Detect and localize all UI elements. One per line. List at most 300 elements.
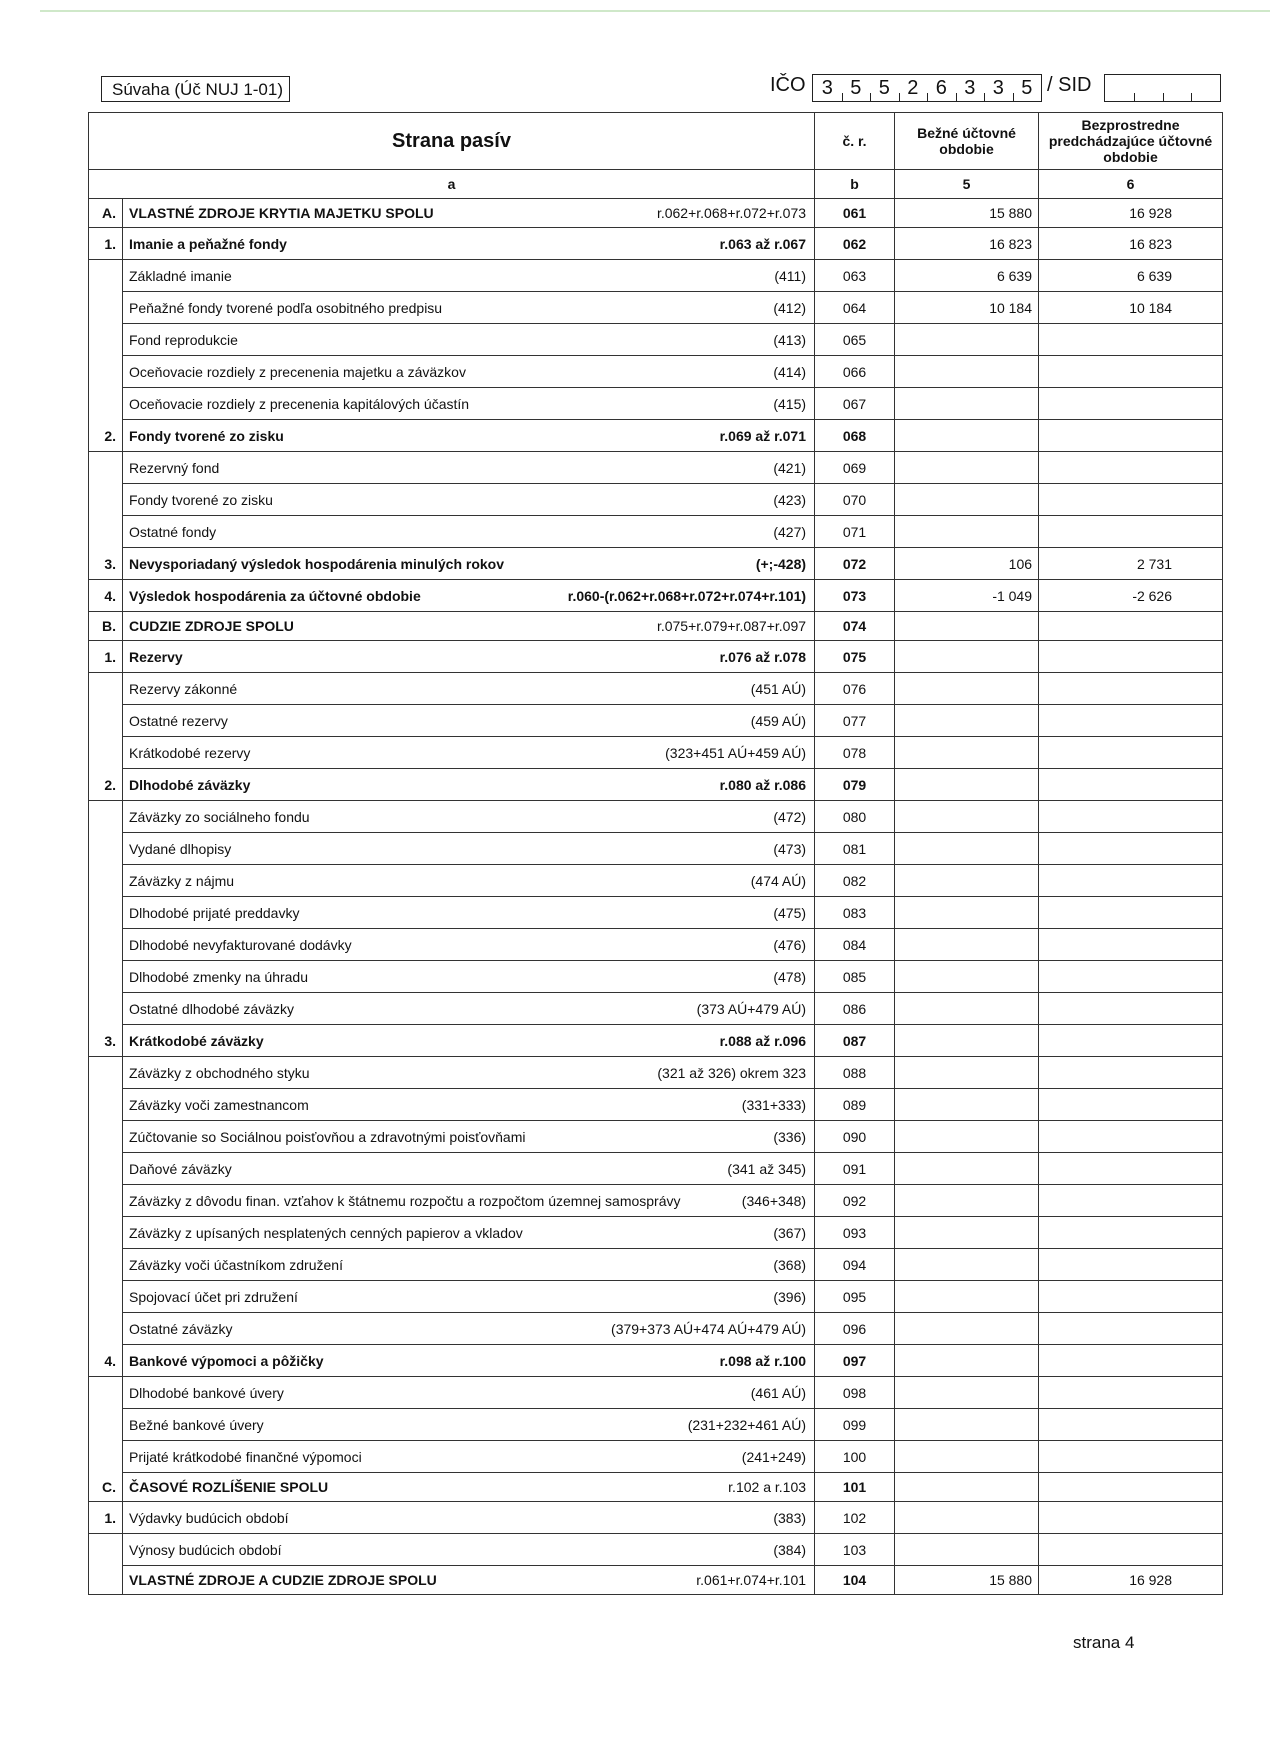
current-period-value: 15 880 [895,1566,1039,1595]
row-number-label [89,1089,123,1121]
previous-period-value [1039,897,1223,929]
previous-period-value: 6 639 [1039,260,1223,292]
row-code: 102 [815,1502,895,1534]
previous-period-value: -2 626 [1039,580,1223,612]
row-description [123,1217,815,1249]
previous-period-value [1039,388,1223,420]
row-label: Zúčtovanie so Sociálnou poisťovňou a zdravotnými poisťovňami [129,1128,526,1145]
row-code: 073 [815,580,895,612]
table-row [89,641,1223,673]
previous-period-value: 2 731 [1039,548,1223,580]
ico-digit: 5 [1013,75,1042,101]
row-label: Ostatné dlhodobé záväzky [129,1000,294,1017]
row-label: Rezervný fond [129,459,220,476]
row-account-ref: r.088 až r.096 [719,1032,807,1049]
row-label: Spojovací účet pri združení [129,1288,298,1305]
previous-period-value [1039,705,1223,737]
row-code: 089 [815,1089,895,1121]
previous-period-value [1039,1185,1223,1217]
current-period-value [895,1217,1039,1249]
col-letter-6: 6 [1039,170,1223,199]
row-label: ČASOVÉ ROZLÍŠENIE SPOLU [129,1479,329,1495]
table-row [89,769,1223,801]
row-description [123,1313,815,1345]
previous-period-value [1039,1057,1223,1089]
row-account-ref: (461 AÚ) [750,1384,807,1401]
row-label: Fondy tvorené zo zisku [129,491,273,508]
table-row [89,420,1223,452]
row-account-ref: (383) [773,1509,807,1526]
table-row [89,865,1223,897]
previous-period-value [1039,833,1223,865]
row-account-ref: (423) [773,491,807,508]
table-row [89,929,1223,961]
ico-digit: 6 [927,75,956,101]
row-code: 070 [815,484,895,516]
row-description [123,228,815,260]
table-row [89,897,1223,929]
previous-period-value [1039,1281,1223,1313]
row-account-ref: (336) [773,1128,807,1145]
table-row [89,1281,1223,1313]
current-period-value [895,897,1039,929]
table-row [89,1313,1223,1345]
row-description [123,769,815,801]
current-period-value: 15 880 [895,199,1039,228]
row-number-label [89,1217,123,1249]
row-code: 081 [815,833,895,865]
row-description [123,929,815,961]
previous-period-value: 16 928 [1039,199,1223,228]
row-code: 085 [815,961,895,993]
row-code: 087 [815,1025,895,1057]
previous-period-value [1039,1121,1223,1153]
row-number-label: 2. [89,420,123,452]
previous-period-value [1039,356,1223,388]
row-label: Krátkodobé záväzky [129,1032,264,1049]
row-account-ref: r.080 až r.086 [719,776,807,793]
table-row [89,1249,1223,1281]
row-code: 062 [815,228,895,260]
table-row [89,737,1223,769]
row-account-ref: (412) [773,299,807,316]
row-label: Krátkodobé rezervy [129,744,251,761]
row-label: Vydané dlhopisy [129,840,232,857]
row-label: Imanie a peňažné fondy [129,235,287,252]
row-account-ref: (411) [774,267,807,284]
current-period-value [895,1121,1039,1153]
previous-period-value [1039,1217,1223,1249]
table-row [89,1441,1223,1473]
row-account-ref: (427) [773,523,807,540]
previous-period-value [1039,452,1223,484]
previous-period-value [1039,641,1223,673]
row-code: 076 [815,673,895,705]
row-description [123,484,815,516]
row-label: Rezervy [129,648,183,665]
row-code: 080 [815,801,895,833]
row-label: Bežné bankové úvery [129,1416,264,1433]
row-account-ref: r.075+r.079+r.087+r.097 [656,618,807,634]
current-period-value: 6 639 [895,260,1039,292]
current-period-value [895,865,1039,897]
ico-digit: 5 [842,75,871,101]
row-number-label [89,484,123,516]
row-label: Záväzky voči zamestnancom [129,1096,309,1113]
row-label: Záväzky voči účastníkom združení [129,1256,343,1273]
row-label: VLASTNÉ ZDROJE A CUDZIE ZDROJE SPOLU [129,1572,437,1588]
row-label: Dlhodobé prijaté preddavky [129,904,300,921]
row-number-label [89,929,123,961]
row-label: Dlhodobé záväzky [129,776,251,793]
row-code: 090 [815,1121,895,1153]
current-period-value [895,1057,1039,1089]
row-account-ref: (476) [773,936,807,953]
table-row [89,1409,1223,1441]
row-number-label [89,1249,123,1281]
row-description [123,612,815,641]
row-number-label [89,993,123,1025]
row-account-ref: (368) [773,1256,807,1273]
current-period-value [895,1313,1039,1345]
row-label: Rezervy zákonné [129,680,238,697]
previous-period-value [1039,1249,1223,1281]
row-label: Fondy tvorené zo zisku [129,427,284,444]
row-description [123,1281,815,1313]
row-label: Dlhodobé nevyfakturované dodávky [129,936,352,953]
previous-period-value [1039,1313,1223,1345]
current-period-value [895,673,1039,705]
table-row [89,1025,1223,1057]
row-description [123,1121,815,1153]
col-letter-a: a [89,170,815,199]
row-code: 082 [815,865,895,897]
row-number-label [89,1377,123,1409]
row-label: Ostatné záväzky [129,1320,233,1337]
row-account-ref: r.062+r.068+r.072+r.073 [656,205,807,221]
row-description [123,452,815,484]
row-account-ref: (474 AÚ) [750,872,807,889]
ico-digit: 2 [899,75,928,101]
current-period-value [895,1502,1039,1534]
col-header-row-number: č. r. [815,113,895,170]
row-account-ref: r.060-(r.062+r.068+r.072+r.074+r.101) [567,587,807,604]
current-period-value [895,833,1039,865]
current-period-value [895,929,1039,961]
row-label: Záväzky z upísaných nesplatených cenných papierov a vkladov [129,1224,523,1241]
row-description [123,1377,815,1409]
row-code: 079 [815,769,895,801]
row-description [123,420,815,452]
row-account-ref: (413) [773,331,807,348]
previous-period-value [1039,420,1223,452]
current-period-value [895,961,1039,993]
table-row [89,324,1223,356]
table-row [89,516,1223,548]
row-description [123,1057,815,1089]
row-description [123,1566,815,1595]
sid-label: / SID [1047,74,1092,96]
previous-period-value [1039,1409,1223,1441]
row-account-ref: (475) [773,904,807,921]
row-code: 067 [815,388,895,420]
row-description [123,1025,815,1057]
table-row [89,292,1223,324]
row-description [123,865,815,897]
row-account-ref: (+;-428) [755,555,807,572]
row-description [123,516,815,548]
row-account-ref: r.061+r.074+r.101 [696,1572,807,1588]
table-row [89,961,1223,993]
row-code: 101 [815,1473,895,1502]
row-number-label [89,833,123,865]
row-label: Záväzky zo sociálneho fondu [129,808,310,825]
row-code: 099 [815,1409,895,1441]
table-row [89,705,1223,737]
row-code: 104 [815,1566,895,1595]
table-row [89,1502,1223,1534]
current-period-value [895,993,1039,1025]
row-number-label [89,452,123,484]
current-period-value [895,388,1039,420]
previous-period-value [1039,801,1223,833]
table-row [89,1057,1223,1089]
row-description [123,292,815,324]
row-number-label: 3. [89,1025,123,1057]
row-code: 096 [815,1313,895,1345]
row-label: Oceňovacie rozdiely z precenenia kapitálových účastín [129,395,470,412]
current-period-value [895,1185,1039,1217]
row-account-ref: (472) [773,808,807,825]
previous-period-value [1039,1441,1223,1473]
row-number-label [89,705,123,737]
row-number-label: 2. [89,769,123,801]
page-number: strana 4 [1073,1633,1135,1652]
current-period-value [895,1281,1039,1313]
row-code: 097 [815,1345,895,1377]
ico-label: IČO [770,74,806,96]
row-number-label [89,260,123,292]
row-number-label [89,897,123,929]
row-number-label: 3. [89,548,123,580]
row-description [123,833,815,865]
current-period-value [895,484,1039,516]
row-description [123,1249,815,1281]
row-account-ref: (396) [773,1288,807,1305]
previous-period-value [1039,1089,1223,1121]
row-number-label [89,737,123,769]
current-period-value [895,801,1039,833]
row-description [123,1441,815,1473]
row-description [123,673,815,705]
current-period-value [895,641,1039,673]
row-code: 068 [815,420,895,452]
previous-period-value [1039,612,1223,641]
row-account-ref: (367) [773,1224,807,1241]
row-description [123,1089,815,1121]
row-description [123,705,815,737]
previous-period-value [1039,865,1223,897]
table-row [89,1185,1223,1217]
row-code: 083 [815,897,895,929]
row-number-label [89,1441,123,1473]
row-label: Ostatné rezervy [129,712,228,729]
row-label: Dlhodobé zmenky na úhradu [129,968,309,985]
row-code: 092 [815,1185,895,1217]
row-account-ref: (379+373 AÚ+474 AÚ+479 AÚ) [611,1320,807,1337]
current-period-value: 16 823 [895,228,1039,260]
row-code: 093 [815,1217,895,1249]
previous-period-value [1039,1345,1223,1377]
row-account-ref: r.069 až r.071 [719,427,807,444]
previous-period-value [1039,961,1223,993]
row-description [123,961,815,993]
previous-period-value [1039,769,1223,801]
row-number-label [89,1313,123,1345]
row-label: Oceňovacie rozdiely z precenenia majetku a záväzkov [129,363,466,380]
row-number-label [89,961,123,993]
previous-period-value [1039,484,1223,516]
row-description [123,801,815,833]
row-account-ref: (451 AÚ) [750,680,807,697]
table-row [89,580,1223,612]
row-account-ref: (414) [773,363,807,380]
row-code: 100 [815,1441,895,1473]
row-account-ref: (321 až 326) okrem 323 [657,1064,807,1081]
row-number-label [89,1057,123,1089]
row-label: VLASTNÉ ZDROJE KRYTIA MAJETKU SPOLU [129,205,434,221]
previous-period-value [1039,929,1223,961]
previous-period-value: 10 184 [1039,292,1223,324]
row-number-label: B. [89,612,123,641]
row-code: 066 [815,356,895,388]
current-period-value [895,1473,1039,1502]
table-row [89,484,1223,516]
table-row [89,199,1223,228]
sid-field [1104,74,1221,102]
row-number-label [89,801,123,833]
table-row [89,1217,1223,1249]
row-description [123,1534,815,1566]
current-period-value [895,516,1039,548]
current-period-value [895,1345,1039,1377]
current-period-value [895,420,1039,452]
row-code: 095 [815,1281,895,1313]
row-code: 071 [815,516,895,548]
column-letters-row [89,170,1223,199]
row-description [123,1345,815,1377]
row-account-ref: (415) [773,395,807,412]
row-code: 091 [815,1153,895,1185]
table-row [89,673,1223,705]
row-code: 063 [815,260,895,292]
row-number-label [89,516,123,548]
previous-period-value [1039,324,1223,356]
current-period-value [895,452,1039,484]
row-code: 088 [815,1057,895,1089]
row-account-ref: r.076 až r.078 [719,648,807,665]
row-number-label: 4. [89,580,123,612]
row-code: 065 [815,324,895,356]
row-label: Nevysporiadaný výsledok hospodárenia minulých rokov [129,555,505,572]
previous-period-value [1039,1025,1223,1057]
row-account-ref: (478) [773,968,807,985]
row-description [123,548,815,580]
row-code: 072 [815,548,895,580]
row-number-label [89,388,123,420]
row-description [123,324,815,356]
row-label: Záväzky z nájmu [129,872,235,889]
row-account-ref: (473) [773,840,807,857]
row-number-label: C. [89,1473,123,1502]
row-description [123,1502,815,1534]
table-row [89,388,1223,420]
col-letter-b: b [815,170,895,199]
row-label: Ostatné fondy [129,523,217,540]
row-description [123,1185,815,1217]
table-row [89,801,1223,833]
row-number-label: 1. [89,1502,123,1534]
previous-period-value: 16 928 [1039,1566,1223,1595]
previous-period-value [1039,1153,1223,1185]
row-label: Fond reprodukcie [129,331,238,348]
row-account-ref: (346+348) [741,1192,807,1209]
row-label: CUDZIE ZDROJE SPOLU [129,618,294,634]
table-row [89,1473,1223,1502]
row-label: Záväzky z dôvodu finan. vzťahov k štátnemu rozpočtu a rozpočtom územnej samosprávy [129,1192,681,1209]
row-description [123,737,815,769]
col-header-current-period: Bežné účtovné obdobie [895,113,1039,170]
table-row [89,260,1223,292]
row-account-ref: (331+333) [741,1096,807,1113]
ico-field [812,74,1042,102]
row-label: Záväzky z obchodného styku [129,1064,310,1081]
row-number-label [89,1281,123,1313]
previous-period-value [1039,1534,1223,1566]
row-number-label [89,356,123,388]
current-period-value [895,1153,1039,1185]
form-id-box: Súvaha (Úč NUJ 1-01) [101,76,290,102]
row-number-label: 1. [89,228,123,260]
current-period-value [895,1377,1039,1409]
row-description [123,1409,815,1441]
row-code: 084 [815,929,895,961]
previous-period-value [1039,1502,1223,1534]
row-number-label: 1. [89,641,123,673]
row-description [123,1473,815,1502]
row-number-label [89,1185,123,1217]
previous-period-value [1039,516,1223,548]
row-label: Prijaté krátkodobé finančné výpomoci [129,1448,362,1465]
current-period-value: 10 184 [895,292,1039,324]
previous-period-value [1039,1377,1223,1409]
previous-period-value [1039,737,1223,769]
table-title: Strana pasív [89,113,815,170]
row-account-ref: (231+232+461 AÚ) [687,1416,807,1433]
current-period-value [895,705,1039,737]
row-code: 069 [815,452,895,484]
current-period-value [895,737,1039,769]
table-row [89,833,1223,865]
row-description [123,993,815,1025]
current-period-value [895,1025,1039,1057]
row-account-ref: r.098 až r.100 [719,1352,807,1369]
row-description [123,356,815,388]
row-label: Výdavky budúcich období [129,1509,289,1526]
ico-digit: 5 [870,75,899,101]
row-account-ref: r.063 až r.067 [719,235,807,252]
row-code: 086 [815,993,895,1025]
